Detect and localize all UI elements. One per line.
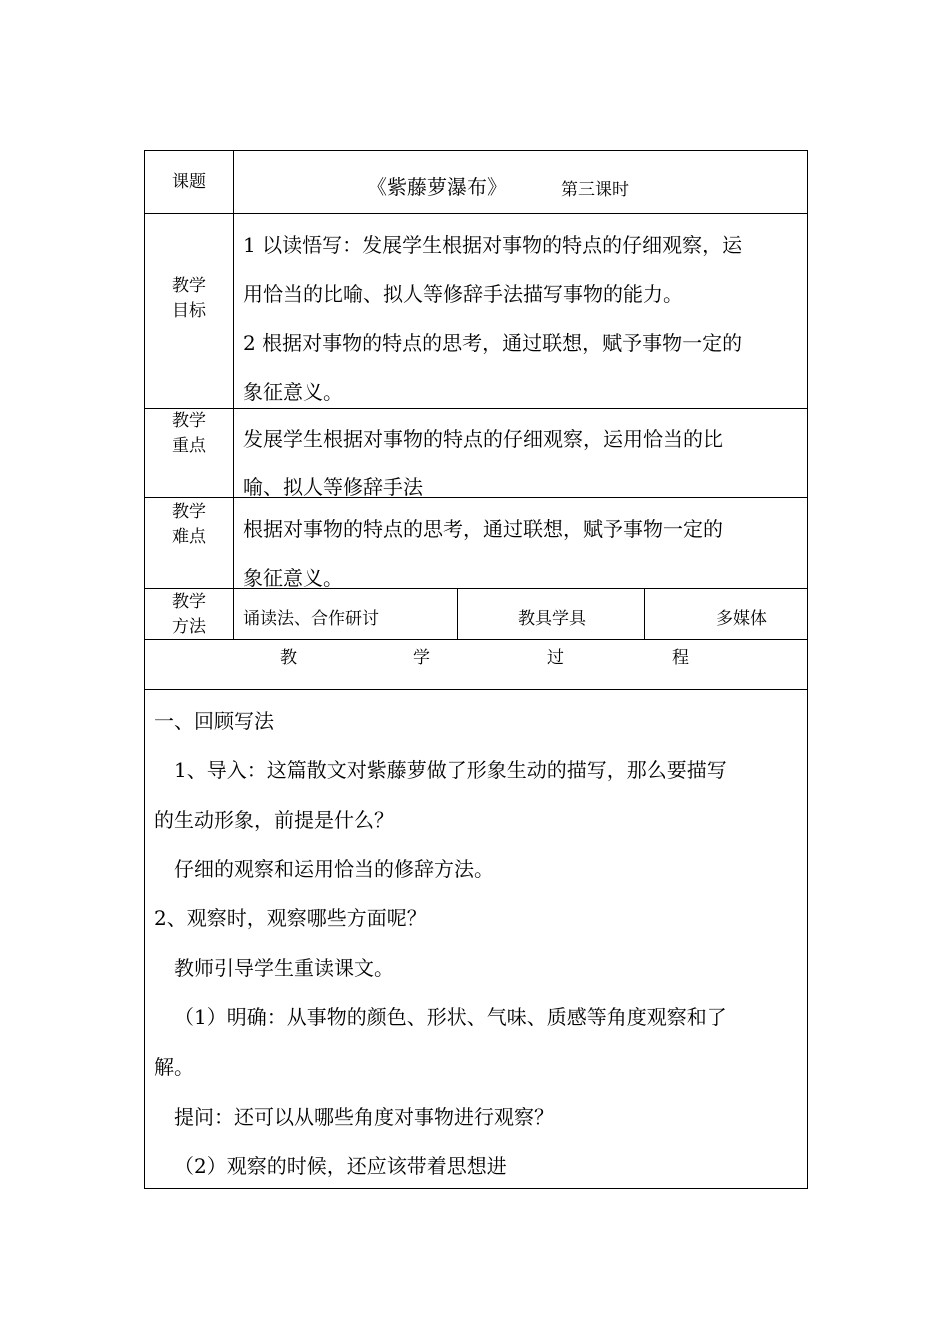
objectives-line: 用恰当的比喻、拟人等修辞手法描写事物的能力。 [243, 282, 683, 306]
process-line: 解。 [154, 1055, 194, 1079]
key-points-line: 喻、拟人等修辞手法 [243, 475, 423, 499]
row-divider [144, 213, 808, 214]
process-header-char: 过 [547, 648, 564, 668]
process-header-char: 程 [672, 648, 689, 668]
process-line: 提问：还可以从哪些角度对事物进行观察？ [174, 1105, 554, 1129]
row-divider [144, 639, 808, 640]
table-border-right [807, 150, 808, 1189]
process-line: （1）明确：从事物的颜色、形状、气味、质感等角度观察和了 [174, 1005, 727, 1029]
process-line: 的生动形象，前提是什么？ [154, 808, 394, 832]
objectives-label [145, 274, 233, 324]
session-label: 第三课时 [561, 180, 629, 200]
methods-label-line2: 方法 [172, 617, 206, 637]
objectives-label-line2: 目标 [172, 301, 206, 321]
difficulties-label-line1: 教学 [172, 502, 206, 522]
tools-label: 教具学具 [518, 609, 586, 629]
label-column-divider [233, 150, 234, 639]
methods-label [145, 590, 233, 640]
methods-divider [457, 588, 458, 639]
methods-divider [644, 588, 645, 639]
topic-label: 课题 [172, 172, 206, 192]
table-border-top [144, 150, 808, 151]
key-points-label-line2: 重点 [172, 436, 206, 456]
process-header-char: 教 [280, 648, 297, 668]
key-points-line: 发展学生根据对事物的特点的仔细观察，运用恰当的比 [243, 427, 723, 451]
methods-value: 诵读法、合作研讨 [243, 609, 379, 629]
lesson-title: 《紫藤萝瀑布》 [367, 175, 507, 199]
objectives-line: 象征意义。 [243, 380, 343, 404]
process-line: 2、观察时，观察哪些方面呢？ [154, 906, 427, 930]
tools-value: 多媒体 [716, 609, 767, 629]
row-divider [144, 408, 808, 409]
process-header-char: 学 [413, 648, 430, 668]
process-line: （2）观察的时候，还应该带着思想进 [174, 1154, 507, 1178]
table-border-bottom [144, 1188, 808, 1189]
key-points-label-line1: 教学 [172, 411, 206, 431]
process-line: 1、导入：这篇散文对紫藤萝做了形象生动的描写，那么要描写 [174, 758, 727, 782]
process-line: 教师引导学生重读课文。 [174, 956, 394, 980]
difficulties-line: 象征意义。 [243, 566, 343, 590]
process-line: 一、回顾写法 [154, 709, 274, 733]
methods-label-line1: 教学 [172, 592, 206, 612]
process-line: 仔细的观察和运用恰当的修辞方法。 [174, 857, 494, 881]
difficulties-label [145, 500, 233, 550]
difficulties-line: 根据对事物的特点的思考，通过联想，赋予事物一定的 [243, 517, 723, 541]
objectives-label-line1: 教学 [172, 276, 206, 296]
objectives-line: 1 以读悟写：发展学生根据对事物的特点的仔细观察，运 [243, 233, 743, 257]
difficulties-label-line2: 难点 [172, 527, 206, 547]
key-points-label [145, 409, 233, 459]
row-divider [144, 689, 808, 690]
objectives-line: 2 根据对事物的特点的思考，通过联想，赋予事物一定的 [243, 331, 743, 355]
